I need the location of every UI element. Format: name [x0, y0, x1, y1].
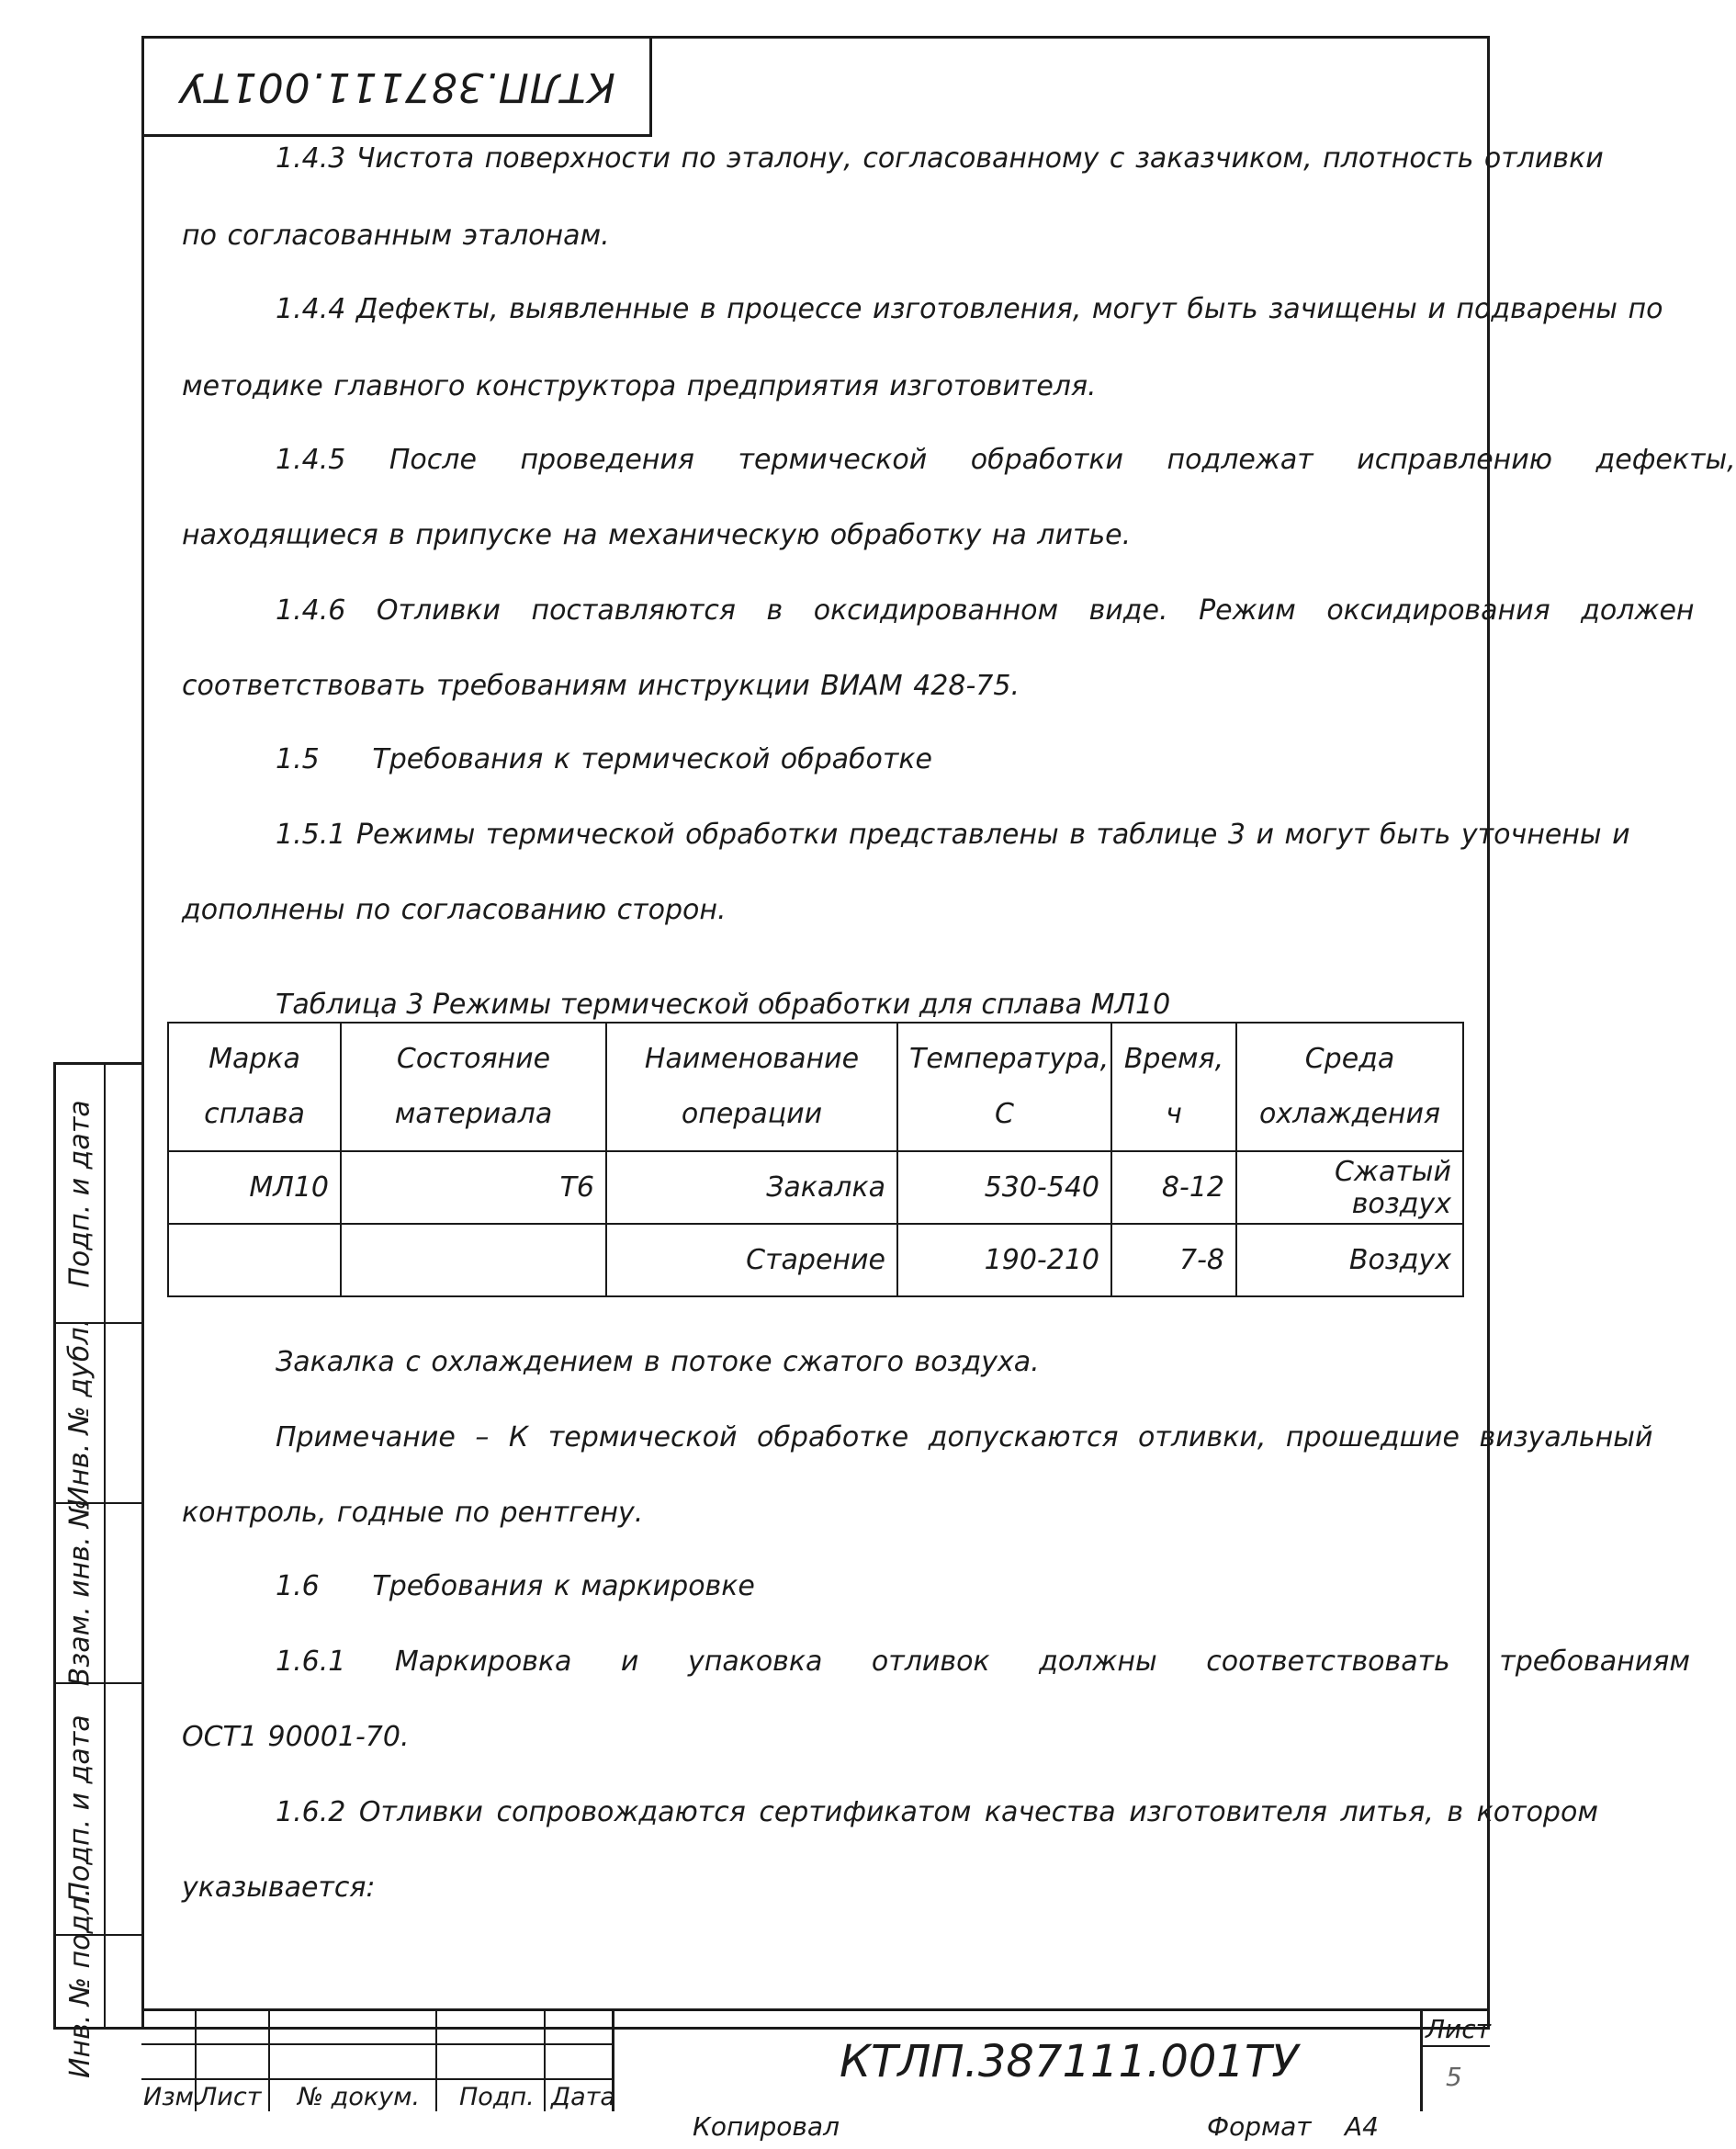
table-cell: Воздух	[1236, 1224, 1463, 1296]
mirrored-document-code: КТЛП.387111.001ТУ	[178, 62, 615, 110]
col-signature: Подп.	[459, 2083, 535, 2111]
col-date: Дата	[551, 2083, 615, 2111]
paragraph-1-4-4-line2: методике главного конструктора предприятия изготовителя.	[182, 370, 1097, 402]
header-alloy-grade: Марка сплава	[168, 1023, 341, 1151]
table-cell: 8-12	[1111, 1151, 1236, 1224]
note-line2: контроль, годные по рентгену.	[182, 1497, 644, 1529]
paragraph-1-4-5-line1: 1.4.5 После проведения термической обработки подлежат исправлению дефекты,	[276, 444, 1736, 476]
top-document-code-stamp	[141, 36, 652, 137]
paragraph-1-6-2-line1: 1.6.2 Отливки сопровождаются сертификатом качества изготовителя литья, в котором	[276, 1796, 1598, 1828]
paragraph-1-6-1-line2: ОСТ1 90001-70.	[182, 1721, 410, 1753]
col-doc-number: № докум.	[298, 2083, 421, 2111]
paragraph-1-5-1-line2: дополнены по согласованию сторон.	[182, 894, 727, 926]
paragraph-1-5-1-line1: 1.5.1 Режимы термической обработки представлены в таблице 3 и могут быть уточнены и	[276, 819, 1630, 851]
table-cell: 7-8	[1111, 1224, 1236, 1296]
copied-label: Копировал	[693, 2111, 840, 2142]
header-material-state: Состояние материала	[341, 1023, 606, 1151]
title-block	[141, 2008, 1491, 2142]
section-1-6-heading: 1.6 Требования к маркировке	[276, 1570, 755, 1602]
section-1-5-heading: 1.5 Требования к термической обработке	[276, 743, 932, 775]
table-cell: Т6	[341, 1151, 606, 1224]
table-row	[168, 1151, 1463, 1224]
side-label-sign-date: Подп. и дата	[63, 1099, 96, 1288]
side-stamp	[53, 1062, 141, 2078]
paragraph-1-4-3-line2: по согласованным эталонам.	[182, 220, 610, 252]
heat-treatment-table	[167, 1022, 1464, 1297]
paragraph-1-4-3-line1: 1.4.3 Чистота поверхности по эталону, согласованному с заказчиком, плотность отливки	[276, 142, 1604, 175]
quenching-note: Закалка с охлаждением в потоке сжатого воздуха.	[276, 1346, 1040, 1378]
table-cell: Закалка	[606, 1151, 897, 1224]
table-cell: 190-210	[897, 1224, 1111, 1296]
table-caption: Таблица 3 Режимы термической обработки для сплава МЛ10	[276, 989, 1171, 1021]
table-cell: Сжатый воздух	[1236, 1151, 1463, 1224]
table-row	[168, 1224, 1463, 1296]
header-temperature: Температура, С	[897, 1023, 1111, 1151]
table-cell: МЛ10	[168, 1151, 341, 1224]
note-line1: Примечание – К термической обработке допускаются отливки, прошедшие визуальный	[276, 1421, 1653, 1453]
paragraph-1-4-5-line2: находящиеся в припуске на механическую обработку на литье.	[182, 519, 1132, 551]
table-cell	[341, 1224, 606, 1296]
sheet-label: Лист	[1426, 2014, 1491, 2044]
paragraph-1-6-1-line1: 1.6.1 Маркировка и упаковка отливок должны соответствовать требованиям	[276, 1646, 1690, 1678]
paragraph-1-4-6-line1: 1.4.6 Отливки поставляются в оксидированном виде. Режим оксидирования должен	[276, 594, 1695, 627]
table-cell	[168, 1224, 341, 1296]
table-cell: 530-540	[897, 1151, 1111, 1224]
paragraph-1-4-6-line2: соответствовать требованиям инструкции ВИАМ 428-75.	[182, 670, 1020, 702]
col-list: Лист	[198, 2083, 262, 2111]
header-operation: Наименование операции	[606, 1023, 897, 1151]
col-izm: Изм.	[143, 2083, 202, 2111]
format-value: А4	[1345, 2111, 1379, 2142]
document-code: КТЛП.387111.001ТУ	[840, 2036, 1299, 2087]
side-label-replace-inv-no: Взам. инв. №	[63, 1499, 96, 1686]
header-time: Время, ч	[1111, 1023, 1236, 1151]
table-cell: Старение	[606, 1224, 897, 1296]
table-header-row	[168, 1023, 1463, 1151]
header-cooling-medium: Среда охлаждения	[1236, 1023, 1463, 1151]
paragraph-1-4-4-line1: 1.4.4 Дефекты, выявленные в процессе изготовления, могут быть зачищены и подварены по	[276, 293, 1663, 325]
side-label-orig-inv-no: Инв. № подл.	[63, 1888, 96, 2078]
side-label-dup-inv-no: Инв. № дубл.	[63, 1318, 96, 1507]
format-label: Формат	[1207, 2111, 1312, 2142]
sheet-number: 5	[1446, 2062, 1462, 2092]
paragraph-1-6-2-line2: указывается:	[182, 1872, 376, 1904]
side-label-sign-date-2: Подп. и дата	[63, 1714, 96, 1903]
